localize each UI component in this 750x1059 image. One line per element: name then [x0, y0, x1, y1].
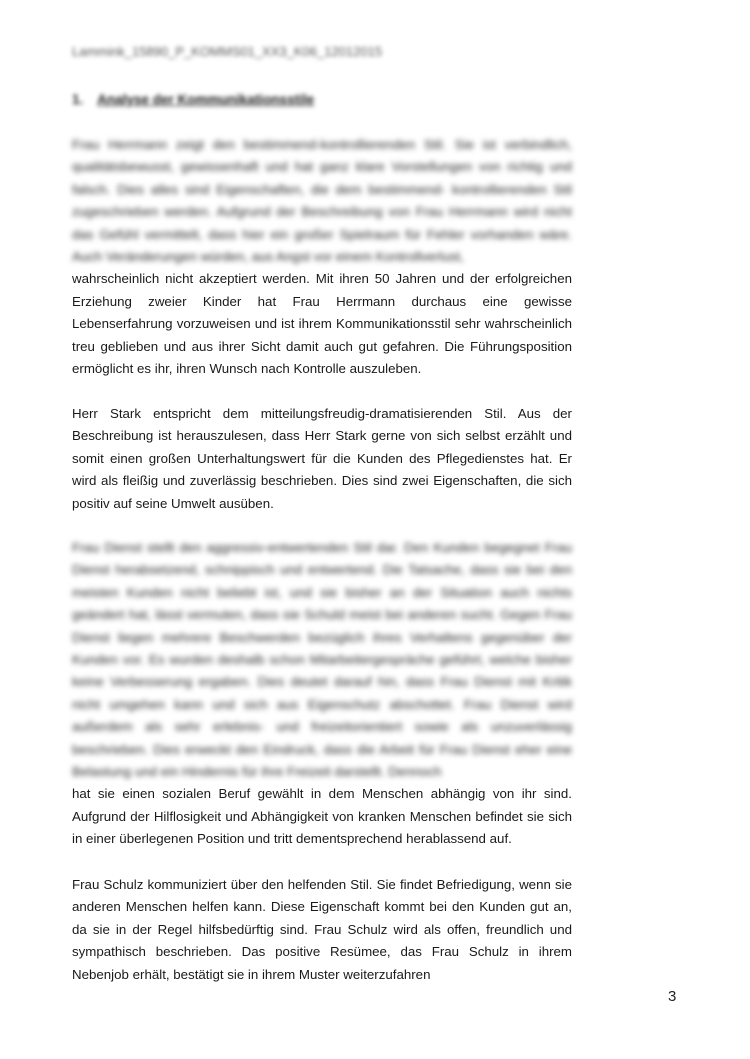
paragraph-dienst — [72, 537, 572, 851]
paragraph-visible-text: hat sie einen sozialen Beruf gewählt in dem Menschen abhängig von ihr sind. Aufgrund der Hilflosigkeit und Abhängigkeit von kranken Menschen befindet sie sich in einer überlegenen Position und tritt dementsprechend herablassend auf. — [72, 786, 572, 847]
section-heading — [72, 92, 314, 107]
paragraph-visible-text: Frau Schulz kommuniziert über den helfenden Stil. Sie findet Befriedigung, wenn sie anderen Menschen helfen kann. Diese Eigenschaft kommt bei den Kunden gut an, da sie in der Regel hilfsbedürftig sind. Frau Schulz wird als offen, freundlich und sympathisch beschrieben. Das positive Resümee, das Frau Schulz in ihrem Nebenjob erhält, bestätigt sie in ihrem Muster weiterzufahren — [72, 877, 572, 982]
paragraph-blurred-text: Frau Herrmann zeigt den bestimmend-kontrollierenden Stil. Sie ist verbindlich, qualitätsbewusst, gewissenhaft und hat ganz klare Vorstellungen von richtig und falsch. Dies alles sind Eigenschaften, die dem bestimmend- kontrollierenden Stil zugeschrieben werden. Aufgrund der Beschreibung von Frau Herrmann wird nicht das Gefühl vermittelt, dass hier ein großer Spielraum für Fehler vorhanden wäre. Auch Veränderungen würden, aus Angst vor einem Kontrollverlust, — [72, 137, 572, 265]
paragraph-blurred-text: Frau Dienst stellt den aggressiv-entwertenden Stil dar. Den Kunden begegnet Frau Dienst herabsetzend, schnippisch und entwertend. Die Tatsache, dass sie bei den meisten Kunden nicht beliebt ist, und sie bisher an der Situation auch nichts geändert hat, lässt vermuten, dass sie Schuld meist bei anderen sucht. Gegen Frau Dienst liegen mehrere Beschwerden bezüglich ihres Verhaltens gegenüber der Kunden vor. Es wurden deshalb schon Mitarbeitergespräche geführt, welche bisher keine Verbesserung ergaben. Dies deutet darauf hin, dass Frau Dienst mit Kritik nicht umgehen kann und sich aus Eigenschutz abschottet. Frau Dienst wird außerdem als sehr erlebnis- und freizeitorientiert sowie als unzuverlässig beschrieben. Dies erweckt den Eindruck, dass die Arbeit für Frau Dienst eher eine Belastung und ein Hindernis für ihre Freizeit darstellt. Dennoch — [72, 540, 572, 780]
section-number: 1. — [72, 92, 84, 107]
paragraph-schulz — [72, 874, 572, 986]
paragraph-visible-text: Herr Stark entspricht dem mitteilungsfreudig-dramatisierenden Stil. Aus der Beschreibung ist herauszulesen, dass Herr Stark gerne von sich selbst erzählt und somit einen großen Unterhaltungswert für die Kunden des Pflegedienstes hat. Er wird als fleißig und zuverlässig beschrieben. Dies sind zwei Eigenschaften, die sich positiv auf seine Umwelt ausüben. — [72, 406, 572, 511]
document-id: Lammink_15890_P_KOMMS01_XX3_K06_12012015 — [72, 44, 383, 59]
section-title: Analyse der Kommunikationsstile — [97, 92, 315, 107]
paragraph-visible-text: wahrscheinlich nicht akzeptiert werden. Mit ihren 50 Jahren und der erfolgreichen Erziehung zweier Kinder hat Frau Herrmann durchaus eine gewisse Lebenserfahrung vorzuweisen und ist ihrem Kommunikationsstil sehr wahrscheinlich treu geblieben und aus ihrer Sicht damit auch gut gefahren. Die Führungsposition ermöglicht es ihr, ihren Wunsch nach Kontrolle auszuleben. — [72, 271, 572, 377]
page-number: 3 — [668, 988, 677, 1005]
paragraph-stark — [72, 403, 572, 515]
paragraph-herrmann — [72, 134, 572, 380]
